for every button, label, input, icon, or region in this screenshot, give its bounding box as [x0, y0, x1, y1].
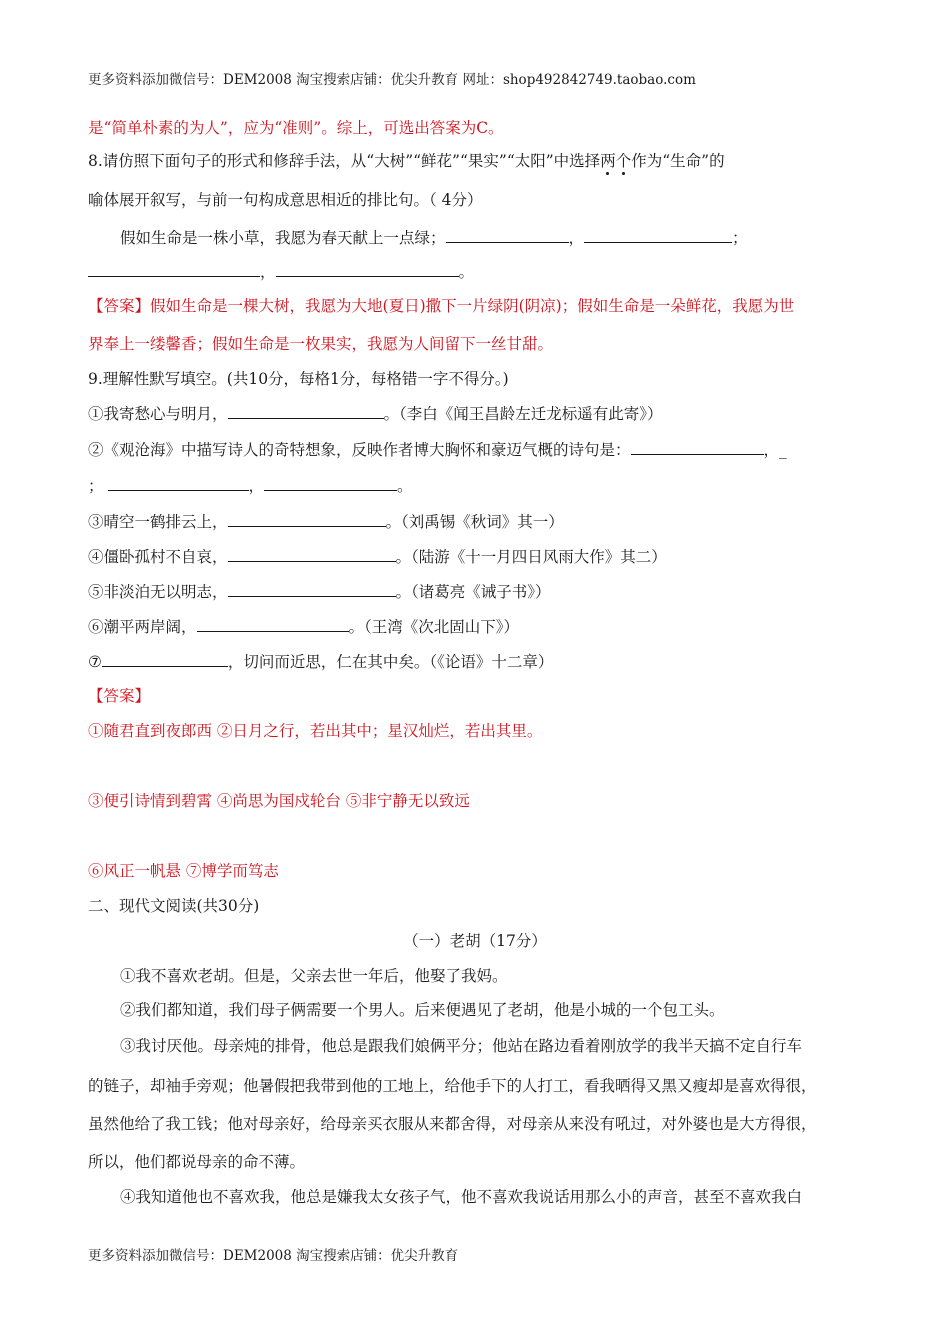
item-text: ⑤非淡泊无以明志，	[88, 583, 228, 601]
passage-para-1: ①我不喜欢老胡。但是，父亲去世一年后，他娶了我妈。	[120, 967, 508, 985]
answer-blank[interactable]	[631, 439, 764, 455]
answer-blank[interactable]	[228, 581, 396, 597]
answer-label: 【答案】	[88, 297, 151, 315]
q9-answer-label: 【答案】	[88, 687, 151, 705]
item-source: 。（诸葛亮《诫子书》）	[395, 583, 551, 601]
q9-answer-line2: ③便引诗情到碧霄 ④尚思为国戍轮台 ⑤非宁静无以致远	[88, 792, 470, 810]
q8-example-text: 假如生命是一株小草，我愿为春天献上一点绿；	[120, 229, 446, 247]
answer-blank[interactable]	[584, 227, 732, 243]
q9-item-1	[88, 403, 663, 424]
item-source: 。（刘禹锡《秋词》其一）	[385, 513, 564, 531]
item-source: ，切问而近思，仁在其中矣。（《论语》十二章）	[227, 653, 554, 671]
q8-prompt-line2: 喻体展开叙写，与前一句构成意思相近的排比句。（ 4分）	[88, 191, 483, 209]
q9-item-5	[88, 581, 551, 602]
q9-item-3	[88, 511, 564, 532]
q8-answer-line1	[88, 296, 794, 316]
item-source: 。（陆游《十一月四日风雨大作》其二）	[395, 548, 667, 566]
q9-item-2	[88, 439, 787, 460]
answer-blank[interactable]	[446, 227, 569, 243]
answer-blank[interactable]	[228, 546, 396, 562]
item-source: 。（李白《闻王昌龄左迁龙标遥有此寄》）	[383, 405, 663, 423]
punct: ，	[260, 263, 276, 281]
item-source: 。（王湾《次北固山下》）	[348, 618, 520, 636]
q8-answer-line2: 界奉上一缕馨香；假如生命是一枚果实，我愿为人间留下一丝甘甜。	[88, 335, 554, 353]
item-text: ③晴空一鹤排云上，	[88, 513, 228, 531]
q9-item-6	[88, 616, 519, 637]
q8-prompt-line1	[88, 151, 725, 171]
q9-item-2-cont	[88, 475, 413, 496]
q8-blanks-line	[88, 261, 474, 282]
passage-para-2: ②我们都知道，我们母子俩需要一个男人。后来便遇见了老胡，他是小城的一个包工头。	[120, 1001, 725, 1019]
q9-answer-line3: ⑥风正一帆悬 ⑦博学而笃志	[88, 862, 279, 880]
punct: 。	[397, 477, 413, 495]
section-title: 二、现代文阅读(共30分)	[88, 897, 260, 915]
q8-prompt-text-b: 作为“生命”的	[631, 152, 725, 170]
emphasis-dot-char: 个	[615, 152, 632, 170]
item-text: ⑦	[88, 653, 102, 671]
punct: ，	[568, 229, 585, 247]
answer-blank[interactable]	[228, 511, 386, 527]
passage-para-4-line1: ④我知道他也不喜欢我，他总是嫌我太女孩子气，他不喜欢我说话用那么小的声音，甚至不喜欢我白	[120, 1188, 803, 1206]
answer-blank[interactable]	[264, 475, 397, 491]
q8-answer-text: 假如生命是一棵大树，我愿为大地(夏日)撒下一片绿阴(阴凉)；假如生命是一朵鲜花，我愿为世	[150, 297, 795, 315]
q9-item-4	[88, 546, 667, 567]
page-footer: 更多资料添加微信号：DEM2008 淘宝搜索店铺：优尖升教育	[88, 1248, 459, 1264]
answer-blank[interactable]	[108, 475, 249, 491]
answer-blank[interactable]	[228, 403, 384, 419]
emphasis-dot-char: 两	[600, 152, 616, 170]
q9-title: 9.理解性默写填空。(共10分，每格1分，每格错一字不得分。)	[88, 370, 509, 388]
item-text: ⑥潮平两岸阔，	[88, 618, 197, 636]
passage-para-3-line1: ③我讨厌他。母亲炖的排骨，他总是跟我们娘俩平分；他站在路边看着刚放学的我半天搞不定自行车	[120, 1037, 803, 1055]
punct: ；	[732, 229, 748, 247]
passage-para-3-line4: 所以，他们都说母亲的命不薄。	[88, 1153, 306, 1171]
answer-blank[interactable]	[102, 651, 228, 667]
punct: ；	[88, 477, 104, 495]
q8-prompt-text-a: 8.请仿照下面句子的形式和修辞手法，从“大树”“鲜花”“果实”“太阳”中选择	[88, 152, 601, 170]
punct: 。	[458, 263, 475, 281]
passage-para-3-line3: 虽然他给了我工钱；他对母亲好，给母亲买衣服从来都舍得，对母亲从来没有吼过，对外婆也是大方得很，	[88, 1115, 817, 1133]
q9-item-7	[88, 651, 553, 672]
item-text: ④僵卧孤村不自哀，	[88, 548, 228, 566]
q9-answer-line1: ①随君直到夜郎西 ②日月之行，若出其中；星汉灿烂，若出其里。	[88, 722, 543, 740]
q8-example-line	[120, 227, 748, 248]
passage-para-3-line2: 的链子，却袖手旁观；他暑假把我带到他的工地上，给他手下的人打工，看我晒得又黑又瘦却是喜欢得很，	[88, 1077, 817, 1095]
q7-answer-tail: 是“简单朴素的为人”，应为“准则”。综上，可选出答案为C。	[88, 119, 504, 137]
item-text: ②《观沧海》中描写诗人的奇特想象，反映作者博大胸怀和豪迈气概的诗句是：	[88, 441, 631, 459]
item-text: ①我寄愁心与明月，	[88, 405, 228, 423]
answer-blank[interactable]	[276, 261, 459, 277]
punct: ，	[248, 477, 265, 495]
punct: ，_	[763, 441, 787, 459]
passage-title: （一）老胡（17分）	[403, 932, 547, 950]
answer-blank[interactable]	[88, 261, 260, 277]
answer-blank[interactable]	[197, 616, 349, 632]
page-header: 更多资料添加微信号：DEM2008 淘宝搜索店铺：优尖升教育 网址：shop492842749.taobao.com	[88, 72, 696, 88]
